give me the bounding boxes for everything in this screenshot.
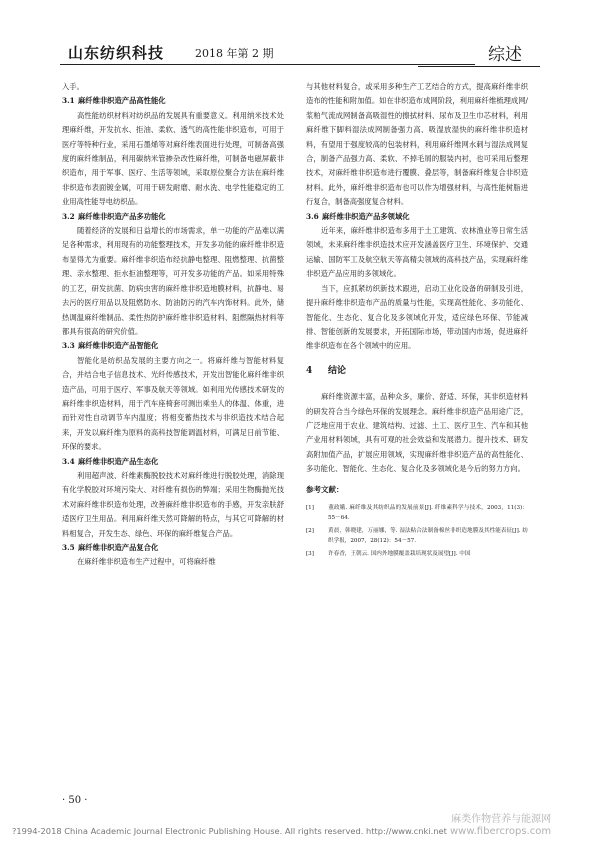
heading-number: 3.3 [62,341,75,351]
reference-item [306,503,528,524]
heading-text: 麻纤维非织造产品多功能化 [78,211,166,221]
reference-number: [3] [306,550,314,557]
right-column [306,80,528,561]
paragraph: 当下，应抓紧纺织新技术跟进，启动工业化设备的研制及引进，提升麻纤维非织造布产品的质量与性能，实现高性能化、多功能化、智能化、生态化、复合化及多领域化开发，适应绿色环保、节能减排、智能创新的发展要求，开拓国际市场，带动国内市场，促进麻纤维非织造布在各个领域中的应用。 [306,283,528,351]
watermark-line2: www.fibercrops.com [450,826,552,837]
paragraph: 近年来，麻纤维非织造布多用于土工建筑、农林渔业等日常生活领域，未来麻纤维非织造技术应开发涵盖医疗卫生、环境保护、交通运输、国防军工及航空航天等高精尖领域的高科技产品，实现麻纤维非织造产品应用的多领域化。 [306,226,528,279]
subsection-heading [62,541,284,555]
copyright-line[interactable]: ?1994-2018 China Academic Journal Electronic Publishing House. All rights reserved. http://www.cnki.net [12,826,447,836]
paragraph: 高性能纺织材料对纺织品的发展具有重要意义。利用纳米技术处理麻纤维，开发抗水、拒油、柔软、透气的高性能非织造布，可用于医疗等特种行业，采用石墨烯等对麻纤维表面进行处理，可制备高强度的麻纤维制品，利用碳纳米管掺杂改性麻纤维，可制备电磁屏蔽非织造布，用于军事、医疗、生活等领域，采取原位聚合方法在麻纤维非织造布表面镀金属，可用于研发耐磨、耐水洗、电学性能稳定的工业用高性能导电纺织品。 [62,110,284,207]
references-heading: 参考文献： [306,484,344,494]
heading-text: 麻纤维非织造产品多领域化 [322,211,410,221]
subsection-heading [62,210,284,224]
watermark-line1: 麻类作物营养与能源网 [451,814,552,825]
heading-number: 3.6 [306,211,319,221]
heading-number: 3.1 [62,96,75,106]
reference-text: 黄晨，韩晓建，万丽娜，等. 湿法粘合法制备棉丝非织造地膜及其性能表征[J]. 纺织学报，2007，28(12)：54－57. [328,527,528,545]
left-column [62,80,284,570]
reference-number: [2] [306,527,314,534]
subsection-heading [62,455,284,469]
heading-number: 3.4 [62,456,75,466]
paragraph: 在麻纤维非织造布生产过程中，可将麻纤维 [77,557,216,567]
subsection-heading [62,94,284,108]
watermark [450,814,551,838]
section-label: 综述 [488,45,522,65]
heading-text: 麻纤维非织造产品高性能化 [78,96,166,106]
heading-text: 结论 [328,365,347,376]
heading-text: 麻纤维非织造产品复合化 [78,543,159,552]
paragraph: 与其他材料复合，或采用多种生产工艺结合的方式，提高麻纤维非织造布的性能和附加值。如在非织造布成网阶段，利用麻纤维梳理成网/浆粕气流成网制备高吸湿性的擦拭材料、尿布及卫生巾芯材料，利用麻纤维下脚料湿法成网制备强力高、吸湿放湿快的麻纤维非织造材料，有望用于强度较高的包装材料，利用麻纤维网水刺与湿法成网复合，制备产品强力高、柔软、不掉毛屑的服装内衬，也可采用后整理技术，对麻纤维非织造布进行覆膜、叠层等，制备麻纤维复合非织造材料。此外，麻纤维非织造布也可以作为增强材料，与高性能树脂进行复合，制备高强度复合材料。 [306,82,528,207]
header-rule [60,64,475,65]
paragraph: 麻纤维资源丰富，品种众多，廉价、舒适、环保，其非织造材料的研发符合当今绿色环保的发展理念。麻纤维非织造产品用途广泛，广泛地应用于农业、建筑结构、过滤、土工、医疗卫生、汽车和其他产业用材料领域，具有可观的社会效益和发展潜力。提升技术、研发高附加值产品，扩展应用领域，实现麻纤维非织造产品的高性能化、多功能化、智能化、生态化、复合化及多领域化是今后的努力方向。 [306,392,528,474]
reference-number: [1] [306,504,314,511]
heading-number: 3.5 [62,543,75,552]
heading-text: 麻纤维非织造产品智能化 [78,341,159,351]
section-heading [306,364,528,378]
heading-text: 麻纤维非织造产品生态化 [78,456,159,466]
heading-number: 3.2 [62,211,75,221]
paragraph: 智能化是纺织品发展的主要方向之一。将麻纤维与智能材料复合，并结合电子信息技术、光纤传感技术，开发出智能化麻纤维非织造产品，可用于医疗、军事及航天等领域。如利用光传感技术研发的麻纤维非织造材料，用于汽车座椅套可测出乘坐人的体温、体重，进而针对性自动调节车内温度；将相变蓄热技术与非织造技术结合起来，开发以麻纤维为原料的高科技智能调温材料，可满足日前节能、环保的要求。 [62,355,284,452]
reference-text: 许春香，王朝云. 国内外地膜覆盖栽培现状及展望[J]. 中国 [328,550,471,557]
reference-item [306,526,528,547]
subsection-heading [62,339,284,353]
page-number: · 50 · [62,795,88,806]
paragraph: 随着经济的发展和日益增长的市场需求，单一功能的产品难以满足各种需求，利用现有的功能整理技术，开发多功能的麻纤维非织造布显得尤为重要。麻纤维非织造布经抗静电整理、阻燃整理、抗菌整理、亲水整理、拒水拒油整理等，可开发多功能的产品。如采用特殊的工艺，研发抗菌、防病虫害的麻纤维非织造地膜材料，抗静电、易去污的医疗用品以及阻燃防水、防油防污的汽车内饰材料。此外，储热调温麻纤维制品、柔性热防护麻纤维非织造材料、阻燃隔热材料等都具有很高的研究价值。 [62,226,284,336]
section-rule [418,66,540,67]
reference-text: 董政娥. 麻纤维及其纺织品的发展前景[J]. 纤维素科学与技术，2003，11(3)：55－64. [328,504,528,522]
issue-label: 2018 年第 2 期 [195,47,274,60]
journal-title: 山东纺织科技 [68,44,165,62]
subsection-heading [306,210,528,224]
paragraph: 入手。 [62,82,84,91]
reference-item [306,549,528,560]
paragraph: 利用超声波、纤维素酶脱胶技术对麻纤维进行脱胶处理，消除现有化学脱胶对环境污染大、对纤维有损伤的弊端；采用生物酶抛光技术对麻纤维非织造布处理，改善麻纤维非织造布的手感，开发亲肤舒适医疗卫生用品。利用麻纤维天然可降解的特点，与其它可降解的材料相复合，开发生态、绿色、环保的麻纤维复合产品。 [62,470,284,538]
heading-number: 4 [306,365,313,376]
